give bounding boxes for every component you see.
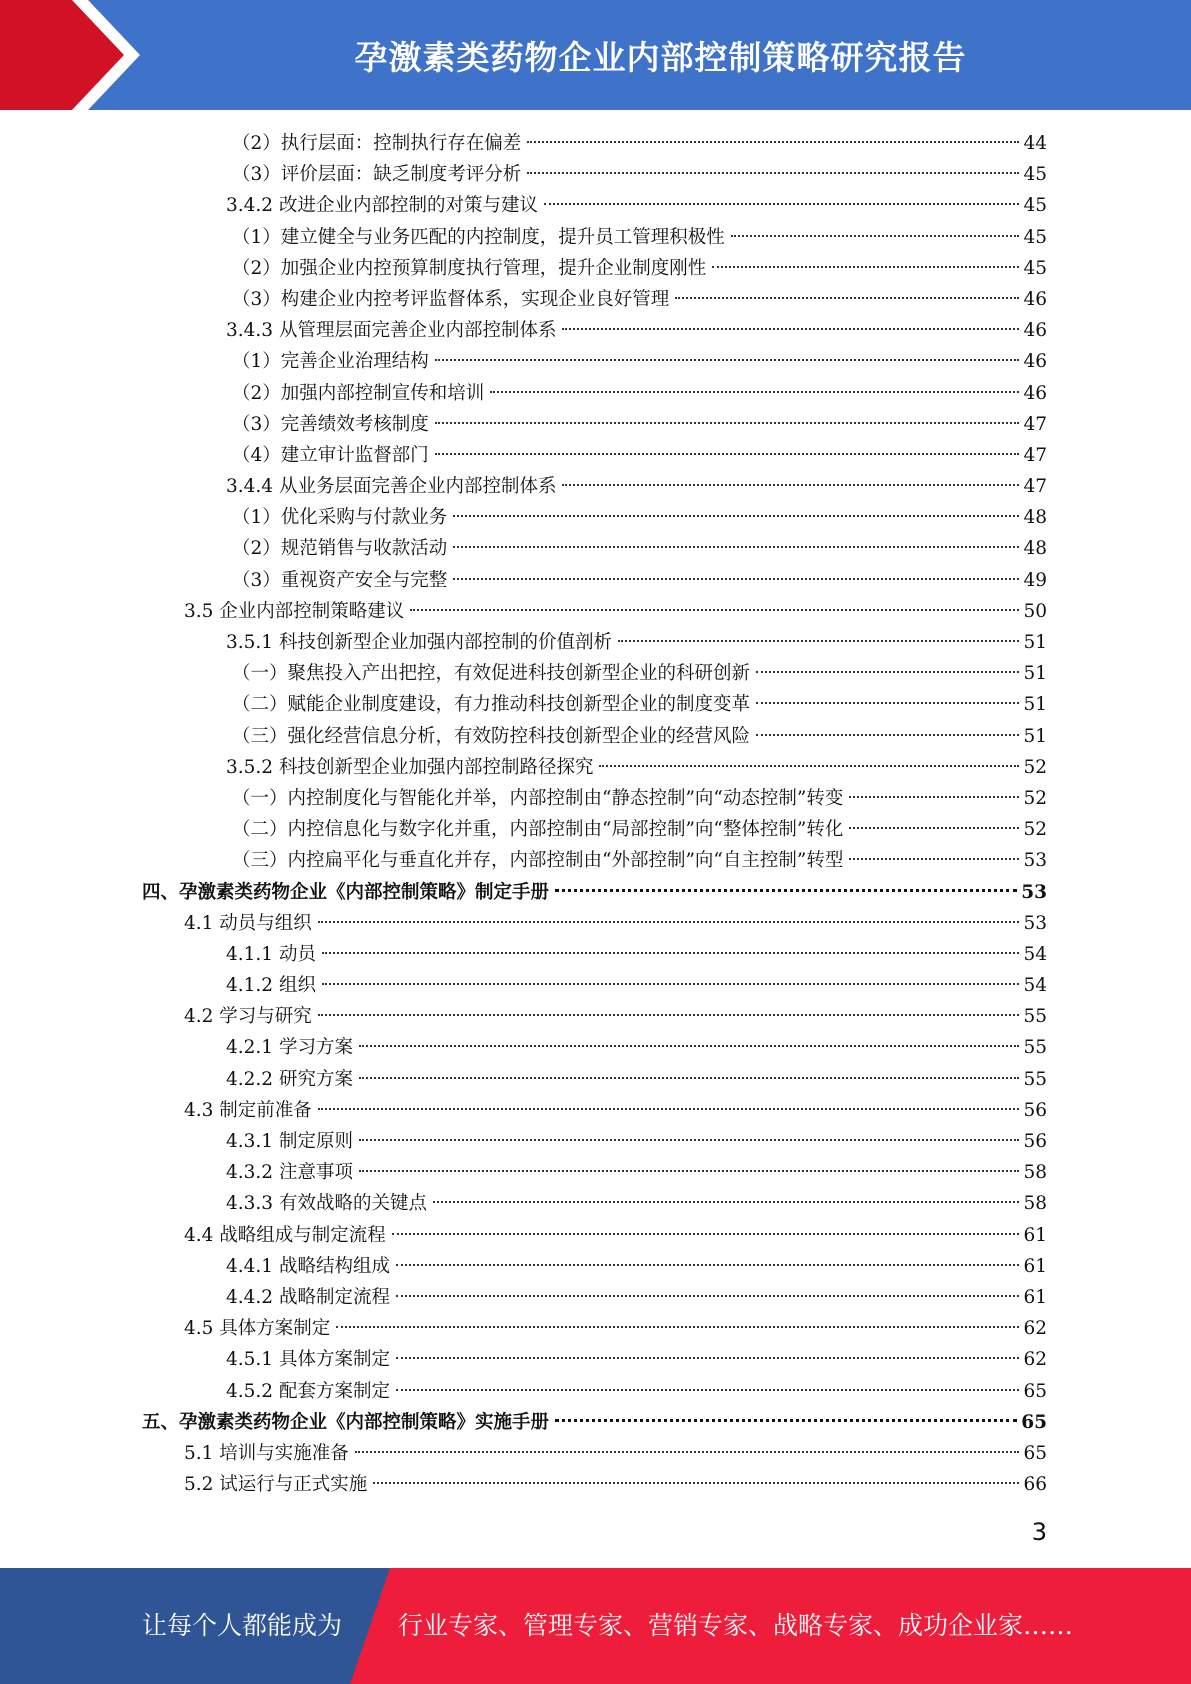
toc-leader-dots	[849, 858, 1019, 860]
toc-entry[interactable]	[0, 284, 1191, 315]
toc-leader-dots	[544, 203, 1019, 205]
toc-entry[interactable]	[0, 596, 1191, 627]
toc-entry-label: 4.3.3 有效战略的关键点	[226, 1193, 427, 1215]
toc-leader-dots	[599, 765, 1019, 767]
table-of-contents	[0, 128, 1191, 1500]
toc-entry[interactable]	[0, 908, 1191, 939]
toc-entry[interactable]	[0, 658, 1191, 689]
toc-leader-dots	[756, 671, 1019, 673]
toc-entry-page: 45	[1023, 164, 1047, 186]
toc-entry-page: 54	[1023, 943, 1047, 965]
toc-entry[interactable]	[0, 783, 1191, 814]
toc-entry[interactable]	[0, 533, 1191, 564]
toc-entry-label: （3）重视资产安全与完整	[232, 569, 448, 591]
toc-entry[interactable]	[0, 1407, 1191, 1438]
toc-entry-label: （2）加强内部控制宣传和培训	[232, 382, 485, 404]
toc-entry-label: 4.1.2 组织	[226, 975, 316, 997]
toc-entry-page: 49	[1023, 569, 1047, 591]
toc-entry-label: 4.1 动员与组织	[184, 912, 312, 934]
toc-entry[interactable]	[0, 222, 1191, 253]
toc-entry[interactable]	[0, 1126, 1191, 1157]
toc-leader-dots	[453, 546, 1019, 548]
toc-entry-page: 55	[1023, 1006, 1047, 1028]
toc-entry[interactable]	[0, 346, 1191, 377]
toc-entry-label: 4.2 学习与研究	[184, 1006, 312, 1028]
toc-entry[interactable]	[0, 471, 1191, 502]
toc-entry-page: 51	[1023, 632, 1047, 653]
footer-slogan-left: 让每个人都能成为	[142, 1611, 343, 1640]
toc-entry-label: 4.3.2 注意事项	[226, 1162, 353, 1184]
toc-entry[interactable]	[0, 877, 1191, 908]
toc-leader-dots	[359, 1170, 1020, 1172]
toc-entry-label: 4.5 具体方案制定	[184, 1318, 331, 1340]
toc-entry[interactable]	[0, 1251, 1191, 1282]
toc-entry-label: 3.4.2 改进企业内部控制的对策与建议	[226, 195, 538, 217]
toc-leader-dots	[435, 453, 1020, 455]
toc-entry-label: （3）构建企业内控考评监督体系，实现企业良好管理	[232, 288, 670, 310]
toc-leader-dots	[359, 1045, 1020, 1047]
toc-entry-page: 62	[1023, 1318, 1047, 1340]
toc-leader-dots	[756, 734, 1019, 736]
toc-leader-dots	[359, 1077, 1020, 1079]
toc-leader-dots	[731, 235, 1020, 237]
toc-entry[interactable]	[0, 1376, 1191, 1407]
page-footer	[0, 1568, 1191, 1684]
toc-entry-page: 50	[1023, 600, 1047, 622]
toc-entry-label: （二）内控信息化与数字化并重，内部控制由“局部控制”向“整体控制”转化	[232, 819, 844, 841]
toc-leader-dots	[756, 702, 1019, 704]
toc-entry-label: （三）内控扁平化与垂直化并存，内部控制由“外部控制”向“自主控制”转型	[232, 850, 844, 872]
toc-entry-page: 61	[1023, 1255, 1047, 1277]
toc-entry-page: 52	[1023, 756, 1047, 778]
toc-entry-label: 5.2 试运行与正式实施	[184, 1474, 368, 1496]
toc-leader-dots	[396, 1264, 1019, 1266]
toc-entry-label: （3）完善绩效考核制度	[232, 413, 429, 435]
toc-entry-page: 53	[1023, 850, 1047, 872]
toc-leader-dots	[490, 391, 1019, 393]
toc-entry-label: （1）完善企业治理结构	[232, 351, 429, 373]
toc-entry-page: 51	[1023, 694, 1047, 716]
toc-entry[interactable]	[0, 689, 1191, 720]
toc-leader-dots	[453, 515, 1019, 517]
toc-entry-page: 51	[1023, 725, 1047, 747]
toc-entry-label: 4.4.1 战略结构组成	[226, 1255, 390, 1277]
toc-leader-dots	[562, 328, 1019, 330]
toc-leader-dots	[322, 952, 1020, 954]
toc-entry-label: 3.5.1 科技创新型企业加强内部控制的价值剖析	[226, 632, 612, 653]
toc-leader-dots	[318, 921, 1020, 923]
toc-entry-page: 45	[1023, 257, 1047, 279]
toc-leader-dots	[453, 578, 1019, 580]
toc-leader-dots	[373, 1482, 1019, 1484]
toc-entry-page: 62	[1023, 1349, 1047, 1371]
toc-entry-page: 46	[1023, 382, 1047, 404]
toc-entry-page: 45	[1023, 195, 1047, 217]
toc-entry[interactable]	[0, 1220, 1191, 1251]
toc-entry-label: 3.5 企业内部控制策略建议	[184, 600, 405, 622]
toc-entry-label: 5.1 培训与实施准备	[184, 1442, 349, 1464]
toc-leader-dots	[396, 1389, 1019, 1391]
toc-entry-page: 58	[1023, 1162, 1047, 1184]
toc-entry[interactable]	[0, 1001, 1191, 1032]
toc-leader-dots	[410, 609, 1019, 611]
page-header	[0, 0, 1191, 110]
toc-entry-label: （一）内控制度化与智能化并举，内部控制由“静态控制”向“动态控制”转变	[232, 787, 844, 809]
toc-entry-page: 52	[1023, 819, 1047, 841]
toc-entry-label: （1）建立健全与业务匹配的内控制度，提升员工管理积极性	[232, 226, 725, 248]
toc-leader-dots	[433, 1201, 1019, 1203]
toc-entry-page: 56	[1023, 1099, 1047, 1121]
toc-entry-page: 58	[1023, 1193, 1047, 1215]
toc-entry-page: 48	[1023, 507, 1047, 529]
toc-leader-dots	[435, 422, 1020, 424]
toc-entry-label: （2）加强企业内控预算制度执行管理，提升企业制度刚性	[232, 257, 707, 279]
report-title: 孕激素类药物企业内部控制策略研究报告	[354, 37, 967, 77]
toc-entry[interactable]	[0, 315, 1191, 346]
toc-entry-label: 4.4 战略组成与制定流程	[184, 1224, 386, 1246]
toc-entry-label: 4.3.1 制定原则	[226, 1131, 353, 1152]
toc-entry-page: 52	[1023, 787, 1047, 809]
toc-leader-dots	[435, 359, 1020, 361]
toc-entry-page: 47	[1023, 413, 1047, 435]
toc-entry-label: （二）赋能企业制度建设，有力推动科技创新型企业的制度变革	[232, 694, 751, 716]
toc-leader-dots	[527, 141, 1019, 143]
toc-entry-page: 66	[1023, 1474, 1047, 1496]
toc-entry[interactable]	[0, 128, 1191, 159]
toc-entry-page: 47	[1023, 444, 1047, 466]
toc-entry[interactable]	[0, 939, 1191, 970]
toc-entry[interactable]	[0, 814, 1191, 845]
toc-entry[interactable]	[0, 253, 1191, 284]
toc-entry-page: 61	[1023, 1286, 1047, 1308]
toc-entry-page: 54	[1023, 975, 1047, 997]
toc-entry[interactable]	[0, 1469, 1191, 1500]
toc-entry[interactable]	[0, 721, 1191, 752]
toc-entry[interactable]	[0, 1282, 1191, 1313]
toc-entry-page: 47	[1023, 476, 1047, 498]
toc-entry[interactable]	[0, 1188, 1191, 1219]
toc-entry-page: 46	[1023, 320, 1047, 342]
toc-entry-label: （三）强化经营信息分析，有效防控科技创新型企业的经营风险	[232, 725, 751, 747]
toc-entry-page: 55	[1023, 1037, 1047, 1059]
toc-entry[interactable]	[0, 1095, 1191, 1126]
toc-leader-dots	[618, 640, 1019, 642]
page-number: 3	[1031, 1518, 1047, 1546]
footer-slogan-right: 行业专家、管理专家、营销专家、战略专家、成功企业家……	[398, 1611, 1074, 1640]
toc-entry[interactable]	[0, 565, 1191, 596]
toc-entry[interactable]	[0, 1157, 1191, 1188]
toc-entry-label: 五、孕激素类药物企业《内部控制策略》实施手册	[142, 1411, 550, 1433]
toc-entry[interactable]	[0, 440, 1191, 471]
toc-entry-page: 61	[1023, 1224, 1047, 1246]
toc-entry-label: 3.4.3 从管理层面完善企业内部控制体系	[226, 320, 557, 342]
toc-entry-page: 45	[1023, 226, 1047, 248]
toc-entry-label: 3.4.4 从业务层面完善企业内部控制体系	[226, 476, 557, 498]
toc-entry[interactable]	[0, 970, 1191, 1001]
toc-entry[interactable]	[0, 1032, 1191, 1063]
toc-entry[interactable]	[0, 1313, 1191, 1344]
toc-leader-dots	[555, 1419, 1017, 1422]
toc-leader-dots	[336, 1326, 1019, 1328]
toc-entry[interactable]	[0, 159, 1191, 190]
toc-leader-dots	[392, 1233, 1020, 1235]
toc-leader-dots	[355, 1451, 1020, 1453]
toc-entry-page: 55	[1023, 1068, 1047, 1090]
toc-entry-label: （4）建立审计监督部门	[232, 444, 429, 466]
header-arrow-decoration	[0, 0, 140, 110]
toc-leader-dots	[562, 484, 1019, 486]
toc-entry-label: 4.3 制定前准备	[184, 1099, 312, 1121]
toc-entry-page: 51	[1023, 663, 1047, 685]
toc-leader-dots	[712, 266, 1019, 268]
toc-entry-label: （2）执行层面：控制执行存在偏差	[232, 133, 522, 154]
toc-entry-label: 3.5.2 科技创新型企业加强内部控制路径探究	[226, 756, 594, 778]
toc-leader-dots	[322, 983, 1020, 985]
toc-entry-page: 65	[1023, 1380, 1047, 1402]
toc-entry[interactable]	[0, 1344, 1191, 1375]
toc-entry[interactable]	[0, 627, 1191, 658]
toc-leader-dots	[849, 827, 1019, 829]
toc-entry[interactable]	[0, 409, 1191, 440]
toc-entry[interactable]	[0, 190, 1191, 221]
toc-entry[interactable]	[0, 502, 1191, 533]
toc-leader-dots	[555, 889, 1017, 892]
toc-entry-page: 46	[1023, 288, 1047, 310]
toc-entry-label: 4.5.1 具体方案制定	[226, 1349, 390, 1371]
toc-entry-label: （3）评价层面：缺乏制度考评分析	[232, 164, 522, 186]
toc-entry-label: （一）聚焦投入产出把控，有效促进科技创新型企业的科研创新	[232, 663, 751, 685]
toc-leader-dots	[527, 172, 1019, 174]
toc-entry-page: 53	[1023, 912, 1047, 934]
toc-leader-dots	[849, 796, 1019, 798]
toc-leader-dots	[318, 1014, 1020, 1016]
toc-entry[interactable]	[0, 845, 1191, 876]
toc-leader-dots	[396, 1357, 1019, 1359]
toc-entry-page: 48	[1023, 538, 1047, 560]
toc-entry-label: 四、孕激素类药物企业《内部控制策略》制定手册	[142, 881, 550, 903]
toc-entry[interactable]	[0, 1064, 1191, 1095]
toc-entry-label: （1）优化采购与付款业务	[232, 507, 448, 529]
toc-entry-label: 4.2.1 学习方案	[226, 1037, 353, 1059]
toc-entry[interactable]	[0, 1438, 1191, 1469]
toc-entry-page: 44	[1023, 133, 1047, 154]
toc-leader-dots	[396, 1295, 1019, 1297]
toc-entry-label: 4.2.2 研究方案	[226, 1068, 353, 1090]
toc-entry-page: 53	[1021, 881, 1047, 903]
toc-entry[interactable]	[0, 378, 1191, 409]
toc-leader-dots	[359, 1139, 1020, 1141]
toc-entry-page: 46	[1023, 351, 1047, 373]
toc-entry[interactable]	[0, 752, 1191, 783]
toc-leader-dots	[675, 297, 1019, 299]
toc-entry-label: 4.4.2 战略制定流程	[226, 1286, 390, 1308]
toc-leader-dots	[318, 1108, 1020, 1110]
toc-entry-page: 65	[1021, 1411, 1047, 1433]
toc-entry-page: 65	[1023, 1442, 1047, 1464]
toc-entry-label: 4.5.2 配套方案制定	[226, 1380, 390, 1402]
toc-entry-page: 56	[1023, 1131, 1047, 1152]
toc-entry-label: 4.1.1 动员	[226, 943, 316, 965]
toc-entry-label: （2）规范销售与收款活动	[232, 538, 448, 560]
